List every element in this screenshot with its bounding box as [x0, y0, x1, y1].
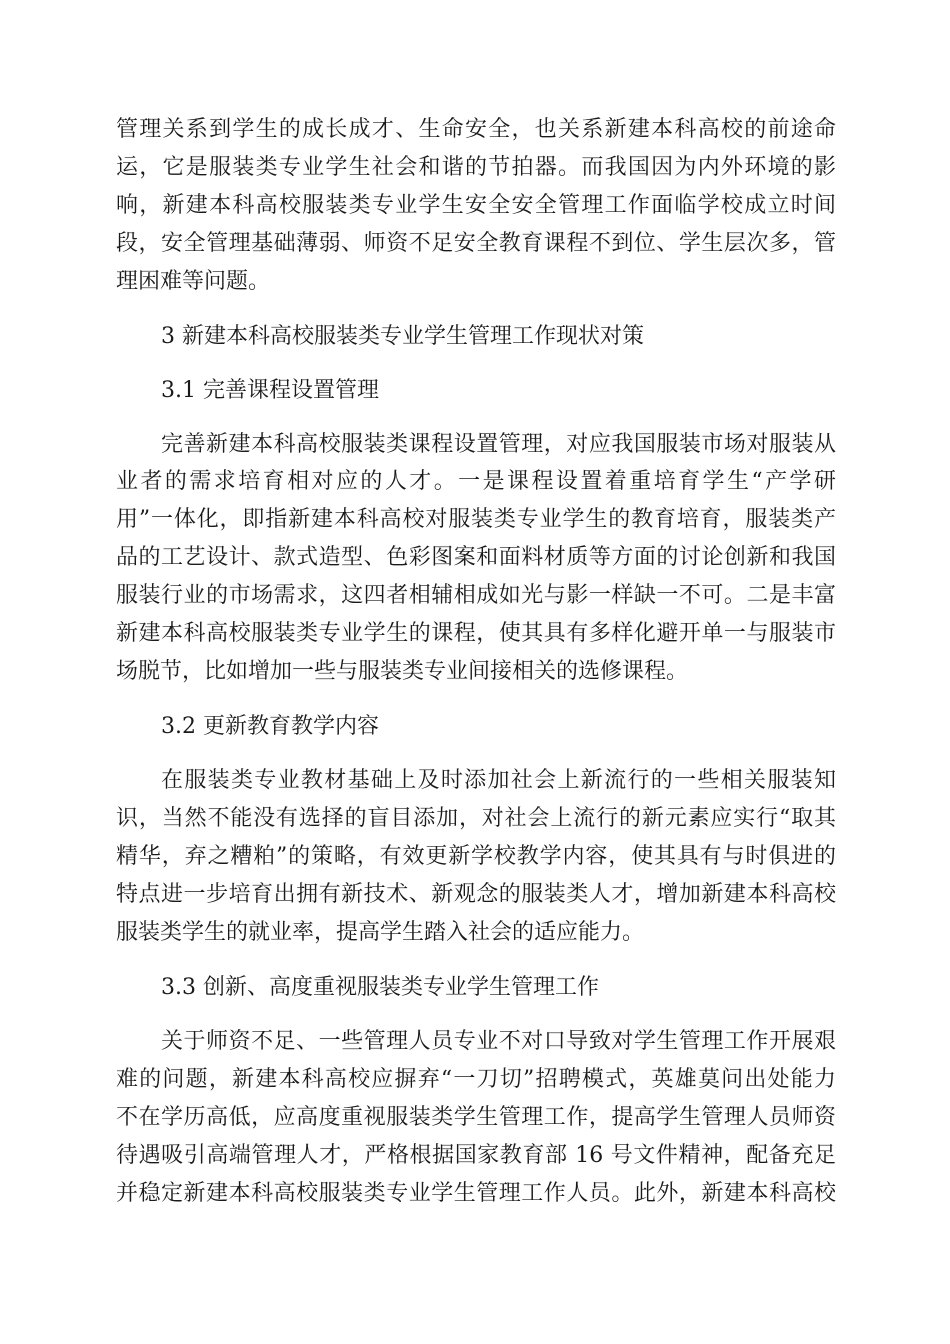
paragraph-line: 理困难等问题。 [116, 269, 271, 294]
paragraph-line: 段，安全管理基础薄弱、师资不足安全教育课程不到位、学生层次多，管 [116, 231, 836, 256]
paragraph-line: 新建本科高校服装类专业学生的课程，使其具有多样化避开单一与服装市 [116, 621, 836, 646]
paragraph-line: 场脱节，比如增加一些与服装类专业间接相关的选修课程。 [116, 659, 689, 684]
paragraph-line: 不在学历高低，应高度重视服装类学生管理工作，提高学生管理人员师资 [116, 1105, 836, 1130]
paragraph-line: 完善新建本科高校服装类课程设置管理，对应我国服装市场对服装从 [161, 432, 836, 457]
paragraph-line: 关于师资不足、一些管理人员专业不对口导致对学生管理工作开展艰 [161, 1029, 836, 1054]
paragraph-line: 品的工艺设计、款式造型、色彩图案和面料材质等方面的讨论创新和我国 [116, 545, 836, 570]
paragraph-line: 精华，弃之糟粕”的策略，有效更新学校教学内容，使其具有与时俱进的 [116, 844, 836, 869]
paragraph-line: 识，当然不能没有选择的盲目添加，对社会上流行的新元素应实行“取其 [116, 806, 836, 831]
paragraph-line: 特点进一步培育出拥有新技术、新观念的服装类人才，增加新建本科高校 [116, 882, 836, 907]
subsection-heading: 3.3 创新、高度重视服装类专业学生管理工作 [161, 975, 599, 1000]
section-heading: 3 新建本科高校服装类专业学生管理工作现状对策 [161, 324, 644, 349]
subsection-heading: 3.2 更新教育教学内容 [161, 714, 379, 739]
paragraph-line: 运，它是服装类专业学生社会和谐的节拍器。而我国因为内外环境的影 [116, 155, 836, 180]
paragraph-line: 服装行业的市场需求，这四者相辅相成如光与影一样缺一不可。二是丰富 [116, 583, 836, 608]
paragraph-line: 在服装类专业教材基础上及时添加社会上新流行的一些相关服装知 [161, 768, 836, 793]
subsection-heading: 3.1 完善课程设置管理 [161, 378, 379, 403]
paragraph-line: 响，新建本科高校服装类专业学生安全安全管理工作面临学校成立时间 [116, 193, 836, 218]
paragraph-line: 管理关系到学生的成长成才、生命安全，也关系新建本科高校的前途命 [116, 117, 836, 142]
paragraph-line: 用”一体化，即指新建本科高校对服装类专业学生的教育培育，服装类产 [116, 507, 836, 532]
paragraph-line: 难的问题，新建本科高校应摒弃“一刀切”招聘模式，英雄莫问出处能力 [116, 1067, 836, 1092]
paragraph-line: 业者的需求培育相对应的人才。一是课程设置着重培育学生“产学研 [116, 469, 836, 494]
paragraph-line: 并稳定新建本科高校服装类专业学生管理工作人员。此外，新建本科高校 [116, 1181, 836, 1206]
paragraph-line: 待遇吸引高端管理人才，严格根据国家教育部 16 号文件精神，配备充足 [116, 1143, 836, 1168]
paragraph-line: 服装类学生的就业率，提高学生踏入社会的适应能力。 [116, 920, 645, 945]
